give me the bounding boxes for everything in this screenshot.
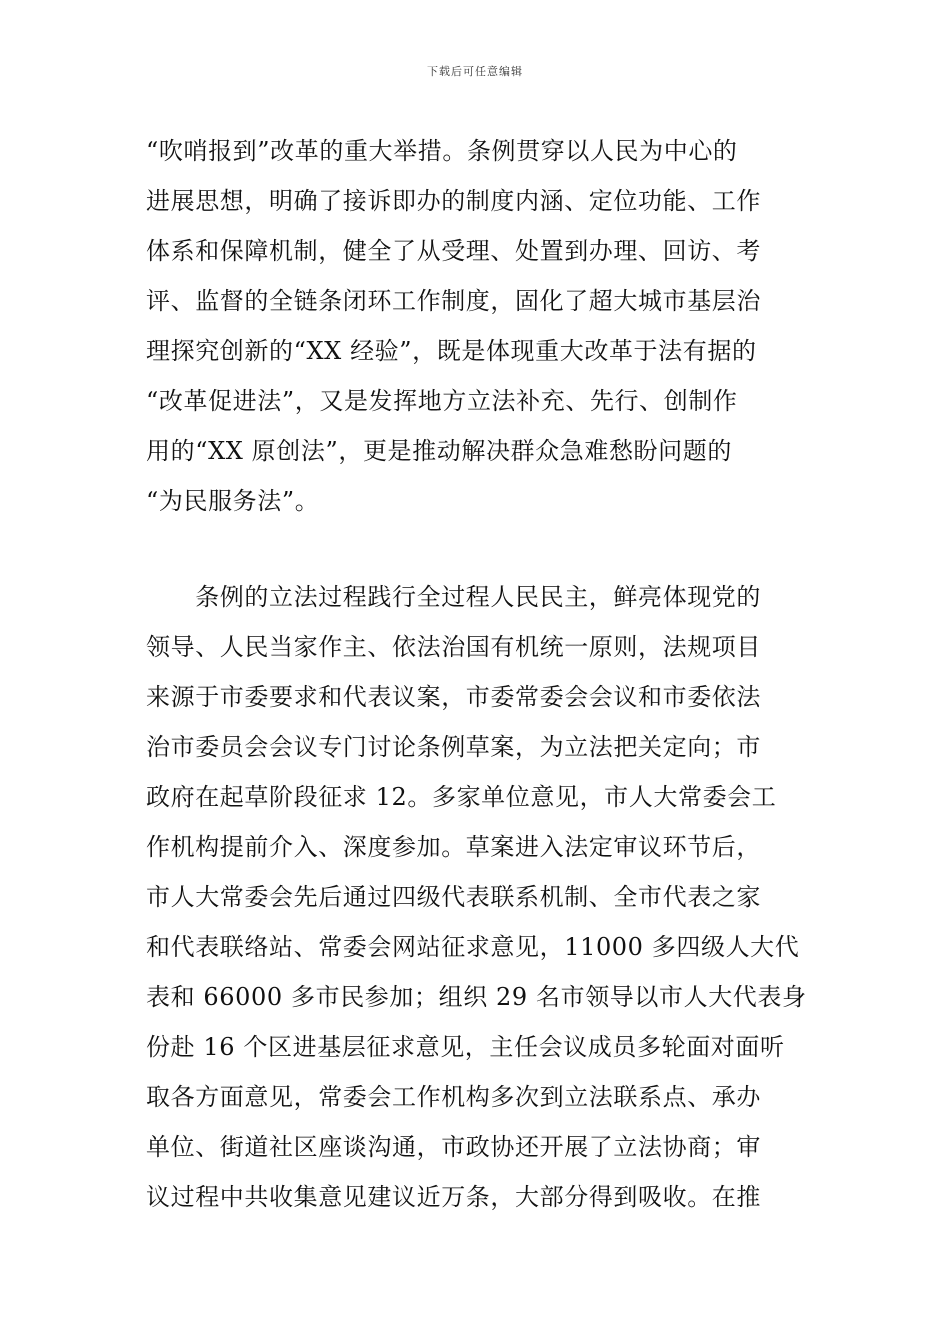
text-line: “改革促进法”，又是发挥地方立法补充、先行、创制作	[146, 387, 738, 415]
text-line: “为民服务法”。	[146, 487, 320, 515]
text-line: 政府在起草阶段征求 12。多家单位意见，市人大常委会工	[146, 783, 777, 811]
text-line: 取各方面意见，常委会工作机构多次到立法联系点、承办	[146, 1083, 761, 1111]
text-line: 评、监督的全链条闭环工作制度，固化了超大城市基层治	[146, 287, 761, 315]
text-line: 议过程中共收集意见建议近万条，大部分得到吸收。在推	[146, 1183, 761, 1211]
text-line: 作机构提前介入、深度参加。草案进入法定审议环节后，	[146, 833, 761, 861]
paragraph	[146, 126, 808, 526]
text-line: 和代表联络站、常委会网站征求意见，11000 多四级人大代	[146, 933, 800, 961]
text-line: 市人大常委会先后通过四级代表联系机制、全市代表之家	[146, 883, 761, 911]
text-line: 进展思想，明确了接诉即办的制度内涵、定位功能、工作	[146, 187, 761, 215]
text-line: 来源于市委要求和代表议案，市委常委会会议和市委依法	[146, 683, 761, 711]
text-line: 单位、街道社区座谈沟通，市政协还开展了立法协商；审	[146, 1133, 761, 1161]
paragraph	[146, 572, 808, 1222]
page-header: 下载后可任意编辑	[427, 65, 523, 78]
text-line: 份赴 16 个区进基层征求意见，主任会议成员多轮面对面听	[146, 1033, 785, 1061]
text-line: 治市委员会会议专门讨论条例草案，为立法把关定向；市	[146, 733, 761, 761]
text-line: 表和 66000 多市民参加；组织 29 名市领导以市人大代表身	[146, 983, 807, 1011]
text-line: 条例的立法过程践行全过程人民民主，鲜亮体现党的	[146, 583, 761, 611]
text-line: 体系和保障机制，健全了从受理、处置到办理、回访、考	[146, 237, 761, 265]
text-line: 理探究创新的“XX 经验”，既是体现重大改革于法有据的	[146, 337, 757, 365]
text-line: “吹哨报到”改革的重大举措。条例贯穿以人民为中心的	[146, 137, 738, 165]
text-line: 用的“XX 原创法”，更是推动解决群众急难愁盼问题的	[146, 437, 732, 465]
text-line: 领导、人民当家作主、依法治国有机统一原则，法规项目	[146, 633, 761, 661]
